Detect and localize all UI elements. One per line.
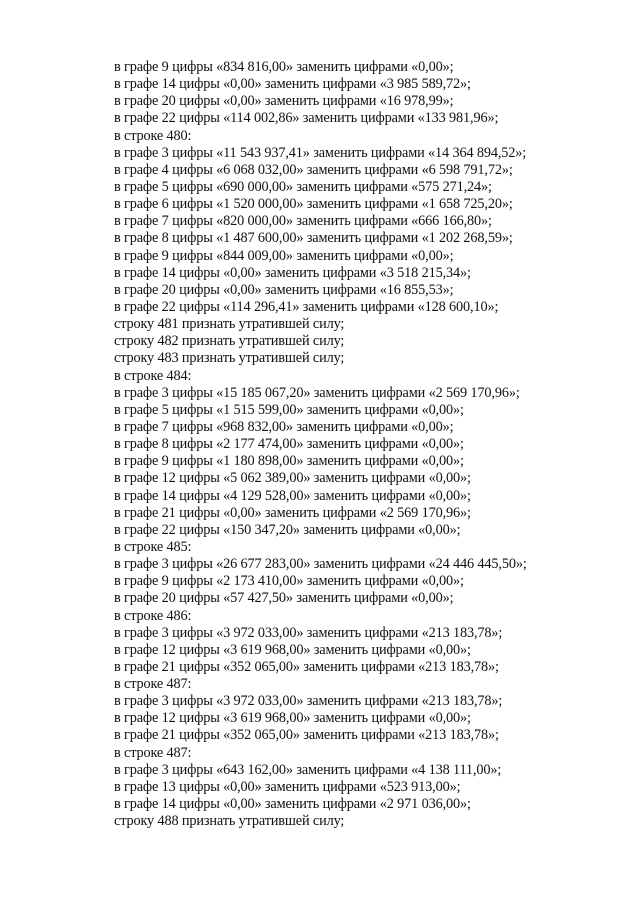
- text-line: в графе 8 цифры «2 177 474,00» заменить цифрами «0,00»;: [114, 436, 464, 453]
- section-heading: в строке 484:: [114, 367, 192, 384]
- text-line: в графе 12 цифры «3 619 968,00» заменить цифрами «0,00»;: [114, 641, 471, 658]
- text-line: в графе 12 цифры «3 619 968,00» заменить цифрами «0,00»;: [114, 710, 471, 727]
- text-line: в графе 3 цифры «3 972 033,00» заменить цифрами «213 183,78»;: [114, 693, 503, 710]
- text-line: в графе 9 цифры «844 009,00» заменить цифрами «0,00»;: [114, 247, 454, 264]
- text-line: в графе 14 цифры «0,00» заменить цифрами «3 985 589,72»;: [114, 76, 471, 93]
- text-line: в графе 21 цифры «0,00» заменить цифрами «2 569 170,96»;: [114, 504, 471, 521]
- text-line: в графе 3 цифры «3 972 033,00» заменить цифрами «213 183,78»;: [114, 624, 503, 641]
- text-line: в графе 9 цифры «2 173 410,00» заменить цифрами «0,00»;: [114, 573, 464, 590]
- text-line: в графе 3 цифры «643 162,00» заменить цифрами «4 138 111,00»;: [114, 761, 502, 778]
- section-heading: в строке 487:: [114, 676, 192, 693]
- text-line: в графе 20 цифры «0,00» заменить цифрами «16 978,99»;: [114, 93, 454, 110]
- text-line: в графе 3 цифры «15 185 067,20» заменить цифрами «2 569 170,96»;: [114, 384, 520, 401]
- section-heading: в строке 486:: [114, 607, 192, 624]
- text-line: в графе 22 цифры «150 347,20» заменить цифрами «0,00»;: [114, 521, 461, 538]
- text-line: в графе 14 цифры «0,00» заменить цифрами «3 518 215,34»;: [114, 264, 471, 281]
- text-line: строку 488 признать утратившей силу;: [114, 813, 345, 830]
- text-line: в графе 9 цифры «834 816,00» заменить цифрами «0,00»;: [114, 59, 454, 75]
- text-line: в графе 8 цифры «1 487 600,00» заменить цифрами «1 202 268,59»;: [114, 230, 513, 247]
- text-line: в графе 12 цифры «5 062 389,00» заменить цифрами «0,00»;: [114, 470, 471, 487]
- text-line: в графе 5 цифры «1 515 599,00» заменить цифрами «0,00»;: [114, 401, 464, 418]
- text-line: строку 481 признать утратившей силу;: [114, 316, 345, 333]
- document-body: [114, 59, 614, 830]
- text-line: в графе 3 цифры «11 543 937,41» заменить цифрами «14 364 894,52»;: [114, 144, 527, 161]
- text-line: в графе 20 цифры «57 427,50» заменить цифрами «0,00»;: [114, 590, 454, 607]
- text-line: в графе 7 цифры «820 000,00» заменить цифрами «666 166,80»;: [114, 213, 492, 230]
- text-line: в графе 3 цифры «26 677 283,00» заменить цифрами «24 446 445,50»;: [114, 556, 527, 573]
- text-line: в графе 5 цифры «690 000,00» заменить цифрами «575 271,24»;: [114, 178, 492, 195]
- section-heading: в строке 487:: [114, 744, 192, 761]
- text-line: в графе 21 цифры «352 065,00» заменить цифрами «213 183,78»;: [114, 727, 499, 744]
- text-line: в графе 22 цифры «114 002,86» заменить цифрами «133 981,96»;: [114, 110, 499, 127]
- text-line: в графе 14 цифры «4 129 528,00» заменить цифрами «0,00»;: [114, 487, 471, 504]
- text-line: в графе 13 цифры «0,00» заменить цифрами «523 913,00»;: [114, 778, 461, 795]
- text-line: строку 483 признать утратившей силу;: [114, 350, 345, 367]
- section-heading: в строке 480:: [114, 127, 192, 144]
- text-line: в графе 6 цифры «1 520 000,00» заменить цифрами «1 658 725,20»;: [114, 196, 513, 213]
- text-line: в графе 7 цифры «968 832,00» заменить цифрами «0,00»;: [114, 418, 454, 435]
- text-line: в графе 20 цифры «0,00» заменить цифрами «16 855,53»;: [114, 281, 454, 298]
- text-line: в графе 4 цифры «6 068 032,00» заменить цифрами «6 598 791,72»;: [114, 161, 513, 178]
- text-line: в графе 21 цифры «352 065,00» заменить цифрами «213 183,78»;: [114, 658, 499, 675]
- text-line: строку 482 признать утратившей силу;: [114, 333, 345, 350]
- text-line: в графе 22 цифры «114 296,41» заменить цифрами «128 600,10»;: [114, 298, 499, 315]
- section-heading: в строке 485:: [114, 538, 192, 555]
- text-line: в графе 14 цифры «0,00» заменить цифрами «2 971 036,00»;: [114, 796, 471, 813]
- text-line: в графе 9 цифры «1 180 898,00» заменить цифрами «0,00»;: [114, 453, 464, 470]
